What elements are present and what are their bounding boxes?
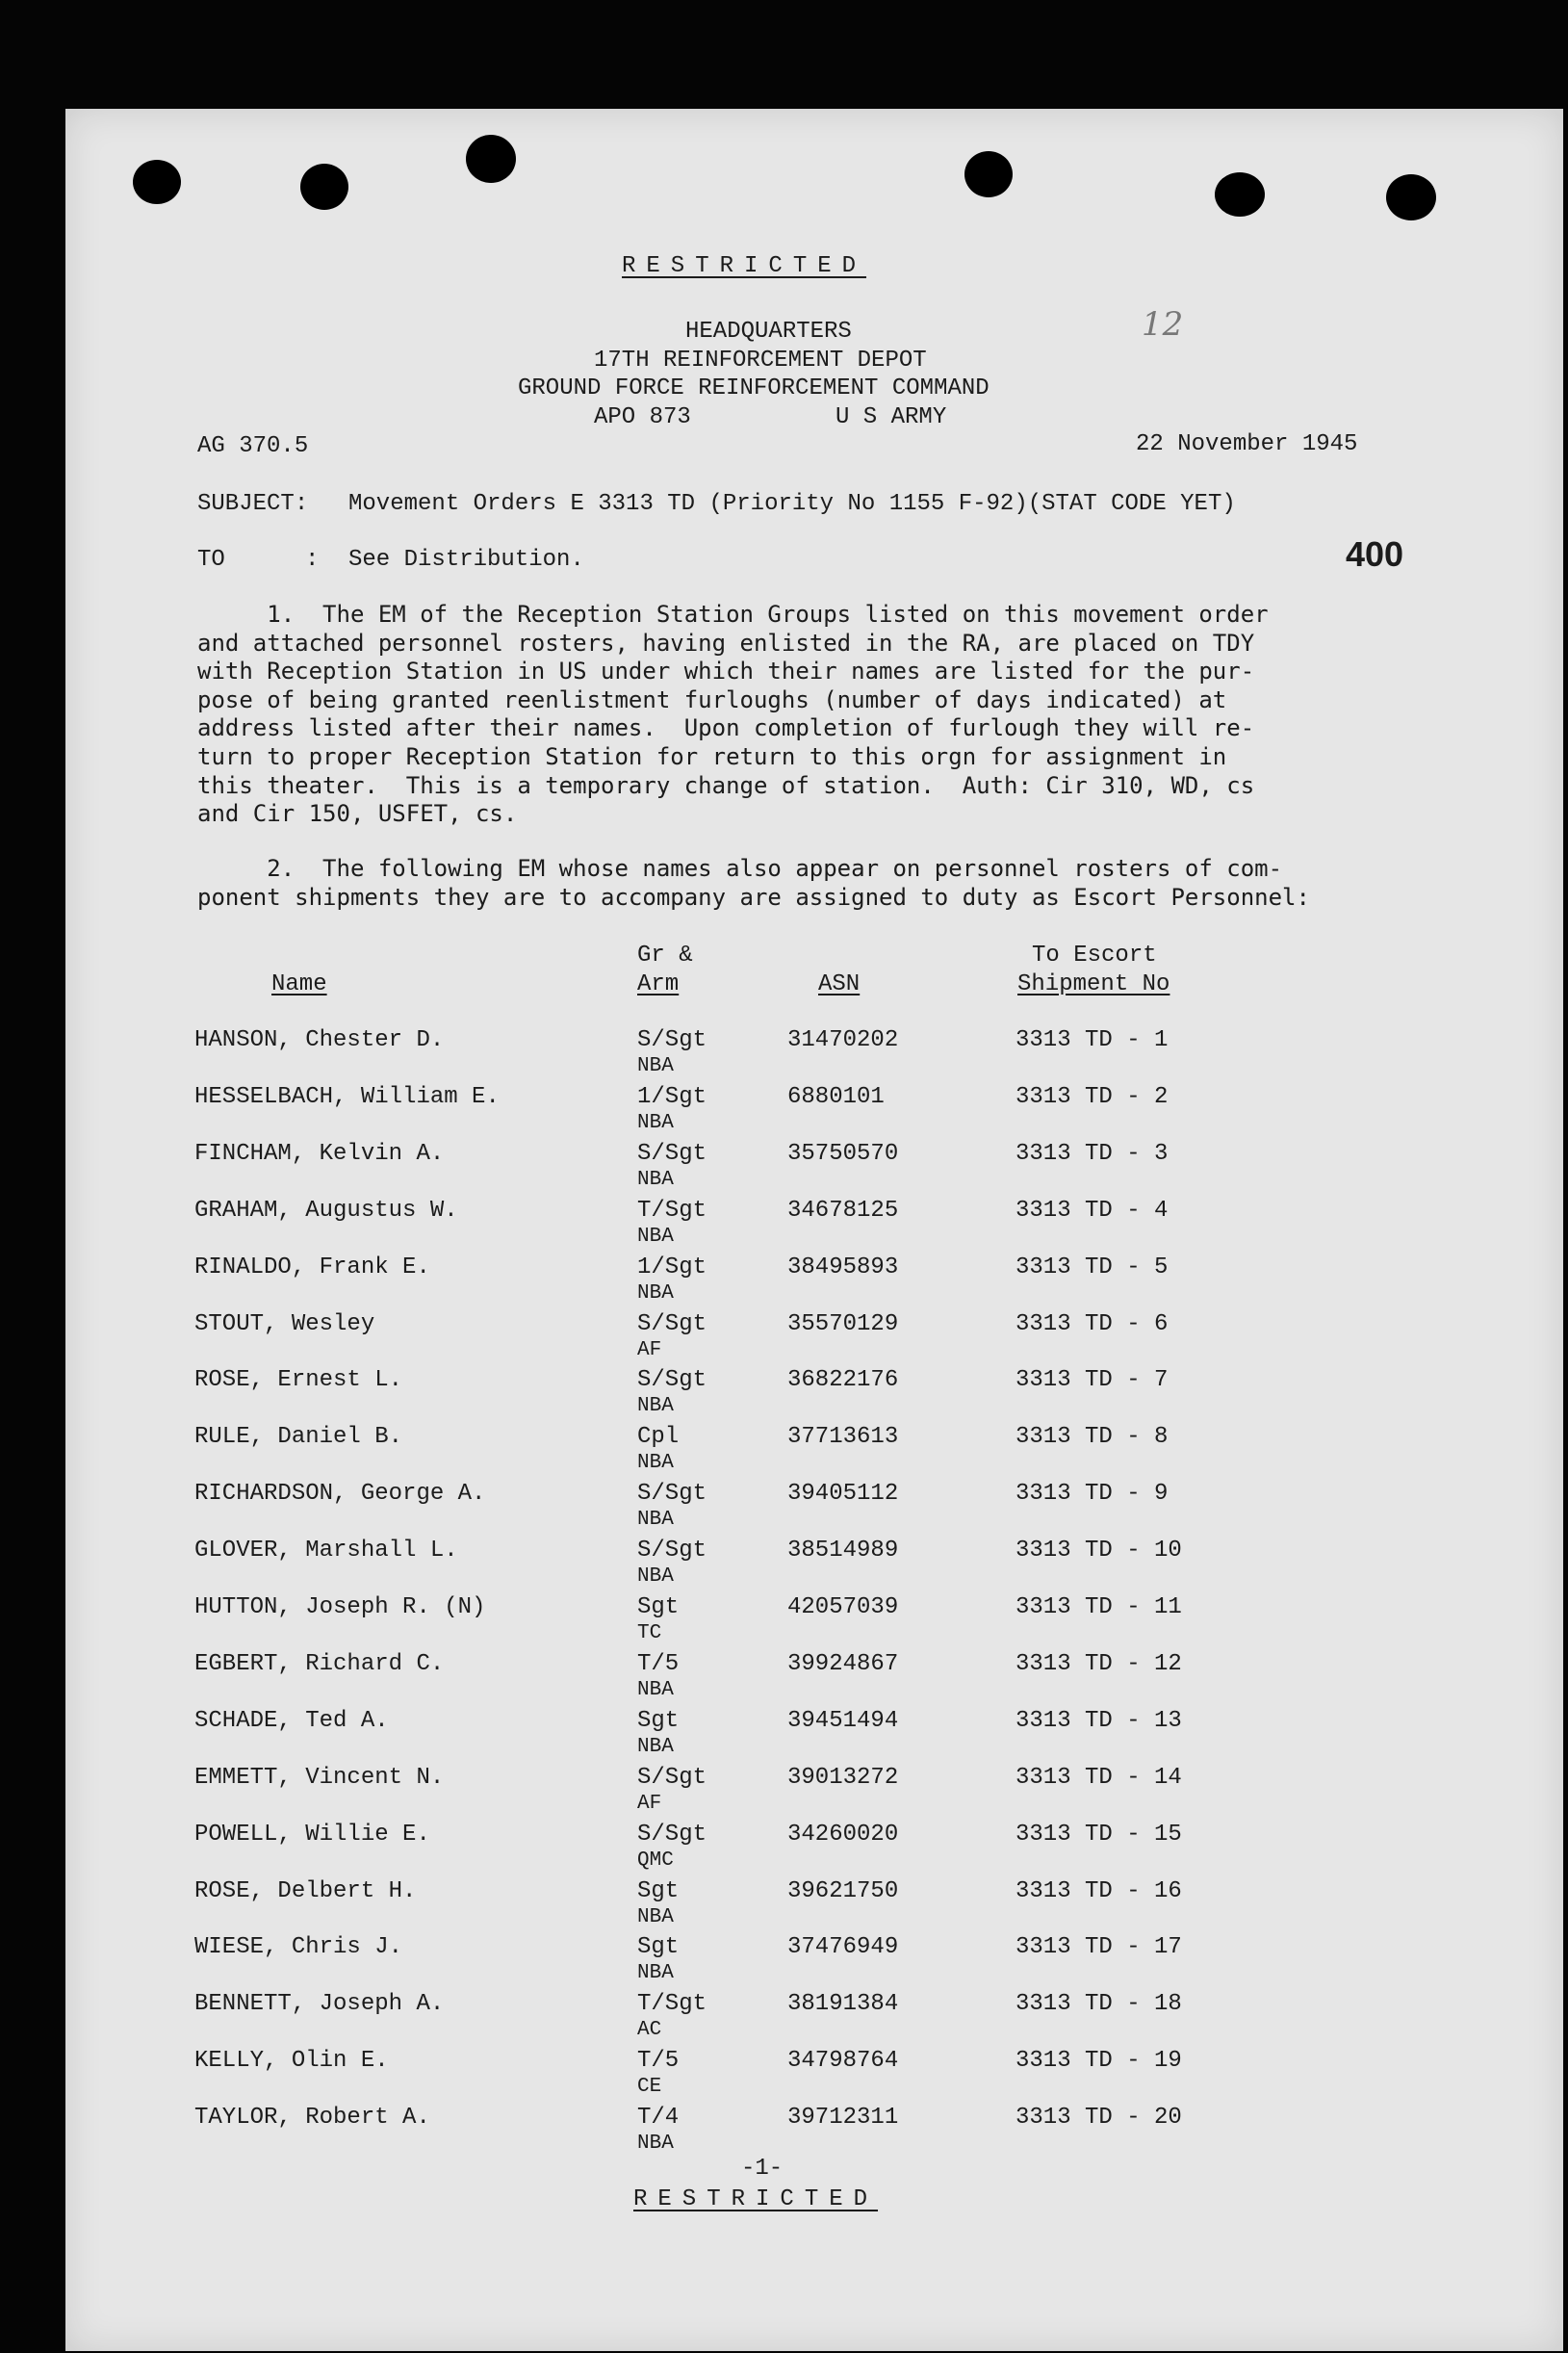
cell-asn: 39924867	[787, 1651, 899, 1677]
cell-grade: T/4	[637, 2105, 680, 2131]
cell-shipment: 3313 TD - 15	[1015, 1822, 1182, 1848]
cell-shipment: 3313 TD - 16	[1015, 1878, 1182, 1904]
cell-shipment: 3313 TD - 12	[1015, 1651, 1182, 1677]
cell-asn: 38191384	[787, 1991, 899, 2017]
cell-grade: S/Sgt	[637, 1765, 707, 1791]
apo-line: APO 873	[594, 404, 691, 430]
punch-hole	[466, 135, 516, 183]
stamp-number: 400	[1346, 534, 1404, 574]
cell-grade: Sgt	[637, 1594, 680, 1620]
cell-asn: 6880101	[787, 1084, 885, 1110]
cell-shipment: 3313 TD - 17	[1015, 1934, 1182, 1960]
cell-grade: S/Sgt	[637, 1311, 707, 1337]
cell-name: POWELL, Willie E.	[194, 1822, 430, 1848]
cell-shipment: 3313 TD - 20	[1015, 2105, 1182, 2131]
cell-asn: 37713613	[787, 1424, 899, 1450]
cell-asn: 34798764	[787, 2048, 899, 2074]
subject-text: Movement Orders E 3313 TD (Priority No 1155 F-92)(STAT CODE YET)	[348, 491, 1236, 517]
cell-grade: S/Sgt	[637, 1027, 707, 1053]
table-row	[0, 1367, 1568, 1425]
cell-name: BENNETT, Joseph A.	[194, 1991, 445, 2017]
punch-hole	[133, 160, 181, 204]
cell-arm: NBA	[637, 1055, 674, 1077]
punch-hole	[1215, 172, 1265, 217]
cell-name: FINCHAM, Kelvin A.	[194, 1141, 445, 1167]
cell-asn: 39013272	[787, 1765, 899, 1791]
cell-asn: 42057039	[787, 1594, 899, 1620]
cell-shipment: 3313 TD - 7	[1015, 1367, 1169, 1393]
cell-arm: NBA	[637, 1736, 674, 1758]
cell-asn: 31470202	[787, 1027, 899, 1053]
table-row	[0, 1311, 1568, 1369]
cell-name: HANSON, Chester D.	[194, 1027, 445, 1053]
table-row	[0, 1594, 1568, 1652]
cell-arm: NBA	[637, 2133, 674, 2155]
cell-arm: NBA	[637, 1169, 674, 1191]
cell-arm: NBA	[637, 1679, 674, 1701]
cell-asn: 38514989	[787, 1538, 899, 1564]
cell-name: GLOVER, Marshall L.	[194, 1538, 458, 1564]
cell-arm: NBA	[637, 1395, 674, 1417]
page-number: -1-	[741, 2156, 784, 2182]
cell-shipment: 3313 TD - 9	[1015, 1481, 1169, 1507]
cell-asn: 35750570	[787, 1141, 899, 1167]
army-line: U S ARMY	[835, 404, 947, 430]
cell-grade: S/Sgt	[637, 1141, 707, 1167]
cell-arm: NBA	[637, 1962, 674, 1984]
cell-name: RINALDO, Frank E.	[194, 1254, 430, 1280]
cell-asn: 34678125	[787, 1198, 899, 1224]
cell-grade: Sgt	[637, 1934, 680, 1960]
column-header-grade-bottom: Arm	[637, 971, 680, 997]
cell-grade: 1/Sgt	[637, 1084, 707, 1110]
cell-arm: NBA	[637, 1226, 674, 1248]
cell-grade: T/Sgt	[637, 1198, 707, 1224]
punch-hole	[964, 151, 1013, 197]
cell-arm: QMC	[637, 1849, 674, 1872]
file-code: AG 370.5	[197, 433, 309, 459]
cell-name: HESSELBACH, William E.	[194, 1084, 500, 1110]
cell-arm: AF	[637, 1793, 662, 1815]
cell-shipment: 3313 TD - 3	[1015, 1141, 1169, 1167]
cell-asn: 38495893	[787, 1254, 899, 1280]
punch-hole	[1386, 174, 1436, 220]
cell-name: ROSE, Ernest L.	[194, 1367, 403, 1393]
to-label: TO	[197, 547, 225, 573]
cell-name: RULE, Daniel B.	[194, 1424, 403, 1450]
column-header-escort-bottom: Shipment No	[1017, 971, 1170, 997]
table-row	[0, 1254, 1568, 1312]
cell-grade: Cpl	[637, 1424, 680, 1450]
table-row	[0, 2048, 1568, 2106]
column-header-escort-top: To Escort	[1032, 943, 1157, 969]
table-row	[0, 1765, 1568, 1823]
punch-hole	[300, 164, 348, 210]
cell-shipment: 3313 TD - 8	[1015, 1424, 1169, 1450]
table-row	[0, 1934, 1568, 1992]
cell-shipment: 3313 TD - 19	[1015, 2048, 1182, 2074]
cell-asn: 37476949	[787, 1934, 899, 1960]
table-row	[0, 1538, 1568, 1595]
cell-arm: AF	[637, 1339, 662, 1361]
table-row	[0, 1424, 1568, 1482]
cell-grade: S/Sgt	[637, 1481, 707, 1507]
cell-name: KELLY, Olin E.	[194, 2048, 389, 2074]
cell-shipment: 3313 TD - 18	[1015, 1991, 1182, 2017]
cell-shipment: 3313 TD - 14	[1015, 1765, 1182, 1791]
depot-line: 17TH REINFORCEMENT DEPOT	[594, 348, 927, 374]
table-row	[0, 1084, 1568, 1142]
column-header-asn: ASN	[818, 971, 861, 997]
table-row	[0, 1198, 1568, 1255]
cell-grade: S/Sgt	[637, 1367, 707, 1393]
cell-shipment: 3313 TD - 4	[1015, 1198, 1169, 1224]
cell-arm: NBA	[637, 1565, 674, 1588]
cell-shipment: 3313 TD - 13	[1015, 1708, 1182, 1734]
cell-name: RICHARDSON, George A.	[194, 1481, 486, 1507]
cell-shipment: 3313 TD - 5	[1015, 1254, 1169, 1280]
cell-arm: NBA	[637, 1906, 674, 1928]
cell-shipment: 3313 TD - 2	[1015, 1084, 1169, 1110]
cell-name: GRAHAM, Augustus W.	[194, 1198, 458, 1224]
cell-asn: 36822176	[787, 1367, 899, 1393]
table-row	[0, 1878, 1568, 1936]
table-row	[0, 2105, 1568, 2162]
cell-grade: S/Sgt	[637, 1538, 707, 1564]
cell-grade: T/Sgt	[637, 1991, 707, 2017]
cell-arm: NBA	[637, 1282, 674, 1305]
cell-grade: Sgt	[637, 1708, 680, 1734]
paragraph-1: 1. The EM of the Reception Station Groups listed on this movement order and attached personnel rosters, having enlisted in the RA, are placed on TDY with Reception Station in US under which their names are listed for the pur- pose of being granted reenlistment furloughs (number of days indicated) at address listed after their names. Upon completion of furlough they will re- turn to proper Reception Station for return to this orgn for assignment in this theater. This is a temporary change of station. Auth: Cir 310, WD, cs and Cir 150, USFET, cs.	[197, 601, 1269, 828]
cell-shipment: 3313 TD - 6	[1015, 1311, 1169, 1337]
cell-name: STOUT, Wesley	[194, 1311, 375, 1337]
command-line: GROUND FORCE REINFORCEMENT COMMAND	[518, 375, 990, 401]
cell-name: EGBERT, Richard C.	[194, 1651, 445, 1677]
cell-arm: NBA	[637, 1452, 674, 1474]
classification-bottom: RESTRICTED	[633, 2186, 879, 2212]
cell-grade: 1/Sgt	[637, 1254, 707, 1280]
cell-asn: 39451494	[787, 1708, 899, 1734]
cell-asn: 35570129	[787, 1311, 899, 1337]
classification-top: RESTRICTED	[622, 253, 867, 279]
cell-grade: S/Sgt	[637, 1822, 707, 1848]
table-row	[0, 1822, 1568, 1879]
cell-shipment: 3313 TD - 11	[1015, 1594, 1182, 1620]
cell-arm: TC	[637, 1622, 662, 1644]
cell-asn: 39621750	[787, 1878, 899, 1904]
cell-asn: 39712311	[787, 2105, 899, 2131]
cell-name: ROSE, Delbert H.	[194, 1878, 417, 1904]
headquarters-line: HEADQUARTERS	[685, 319, 852, 345]
cell-grade: Sgt	[637, 1878, 680, 1904]
column-header-grade-top: Gr &	[637, 943, 693, 969]
to-text: See Distribution.	[348, 547, 584, 573]
cell-name: EMMETT, Vincent N.	[194, 1765, 445, 1791]
cell-arm: CE	[637, 2076, 662, 2098]
cell-arm: NBA	[637, 1112, 674, 1134]
cell-asn: 34260020	[787, 1822, 899, 1848]
paragraph-2: 2. The following EM whose names also appear on personnel rosters of com- ponent shipments they are to accompany are assigned to duty as Escort Personnel:	[197, 855, 1310, 911]
column-header-name: Name	[271, 971, 327, 997]
cell-asn: 39405112	[787, 1481, 899, 1507]
table-row	[0, 1141, 1568, 1199]
cell-grade: T/5	[637, 1651, 680, 1677]
cell-shipment: 3313 TD - 1	[1015, 1027, 1169, 1053]
table-row	[0, 1481, 1568, 1538]
table-row	[0, 1991, 1568, 2049]
table-row	[0, 1708, 1568, 1766]
handwritten-mark: 12	[1142, 305, 1184, 344]
subject-label: SUBJECT:	[197, 491, 309, 517]
table-row	[0, 1027, 1568, 1085]
cell-arm: NBA	[637, 1509, 674, 1531]
cell-grade: T/5	[637, 2048, 680, 2074]
cell-name: WIESE, Chris J.	[194, 1934, 403, 1960]
to-colon: :	[305, 547, 320, 573]
table-row	[0, 1651, 1568, 1709]
cell-arm: AC	[637, 2019, 662, 2041]
cell-name: HUTTON, Joseph R. (N)	[194, 1594, 486, 1620]
document-date: 22 November 1945	[1136, 431, 1358, 457]
cell-name: TAYLOR, Robert A.	[194, 2105, 430, 2131]
cell-name: SCHADE, Ted A.	[194, 1708, 389, 1734]
cell-shipment: 3313 TD - 10	[1015, 1538, 1182, 1564]
